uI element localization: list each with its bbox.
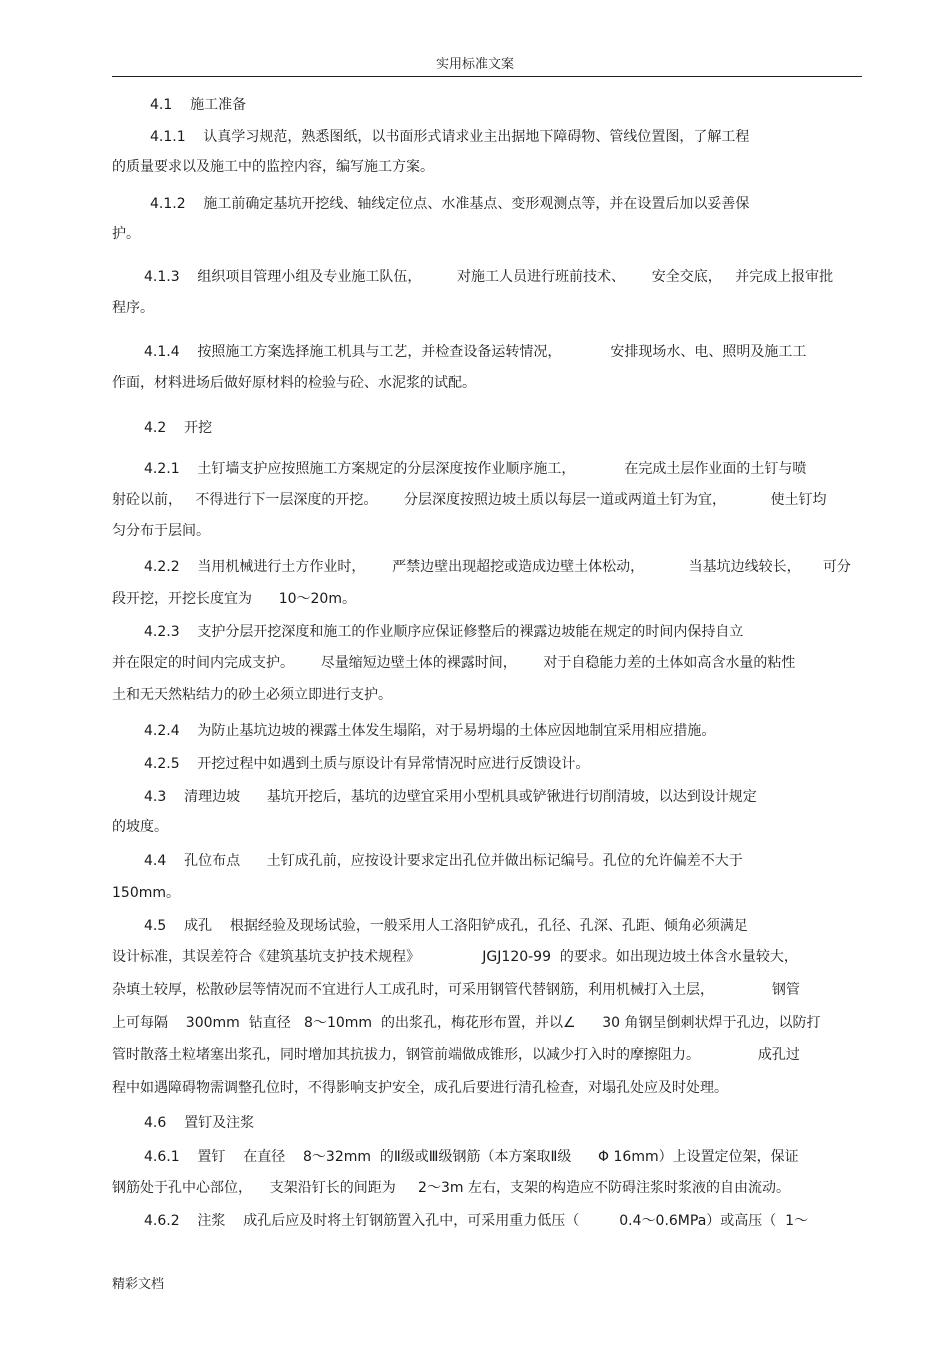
heading-4-6: 4.6 置钉及注浆 [144, 1115, 255, 1131]
header-rule [112, 76, 862, 77]
para-4-2-2-cont: 段开挖，开挖长度宜为 10～20m。 [112, 591, 356, 607]
para-4-6-1-cont: 钢筋处于孔中心部位， 支架沿钉长的间距为 2～3m 左右，支架的构造应不防碍注浆时浆液的自由流动。 [112, 1180, 790, 1196]
para-4-4: 4.4 孔位布点 土钉成孔前，应按设计要求定出孔位并做出标记编号。孔位的允许偏差不大于 [144, 853, 743, 869]
para-4-2-4: 4.2.4 为防止基坑边坡的裸露土体发生塌陷，对于易坍塌的土体应因地制宜采用相应措施。 [144, 723, 716, 739]
para-4-1-1-cont: 的质量要求以及施工中的监控内容，编写施工方案。 [112, 159, 434, 175]
page-footer: 精彩文档 [112, 1277, 165, 1292]
para-4-3: 4.3 清理边坡 基坑开挖后，基坑的边壁宜采用小型机具或铲锹进行切削清坡，以达到设计规定 [144, 789, 757, 805]
para-4-5-cont4: 管时散落土粒堵塞出浆孔，同时增加其抗拔力，钢管前端做成锥形，以减少打入时的摩擦阻力。 成孔过 [112, 1047, 800, 1063]
para-4-6-1: 4.6.1 置钉 在直径 8～32mm 的Ⅱ级或Ⅲ级钢筋（本方案取Ⅱ级 Φ 16mm）上设置定位架，保证 [144, 1149, 799, 1165]
para-4-1-2: 4.1.2 施工前确定基坑开挖线、轴线定位点、水准基点、变形观测点等，并在设置后加以妥善保 [150, 196, 750, 212]
para-4-2-2: 4.2.2 当用机械进行土方作业时， 严禁边壁出现超挖或造成边壁土体松动， 当基坑边线较长， 可分 [144, 559, 851, 575]
para-4-5: 4.5 成孔 根据经验及现场试验，一般采用人工洛阳铲成孔，孔径、孔深、孔距、倾角必须满足 [144, 918, 748, 934]
para-4-1-3-cont: 程序。 [112, 300, 154, 316]
para-4-2-1: 4.2.1 土钉墙支护应按照施工方案规定的分层深度按作业顺序施工， 在完成土层作业面的土钉与喷 [144, 461, 807, 477]
para-4-1-3: 4.1.3 组织项目管理小组及专业施工队伍， 对施工人员进行班前技术、 安全交底， 并完成上报审批 [144, 269, 834, 285]
heading-4-2: 4.2 开挖 [144, 420, 213, 436]
para-4-3-cont: 的坡度。 [112, 819, 168, 835]
para-4-5-cont: 设计标准，其误差符合《建筑基坑支护技术规程》 JGJ120-99 的要求。如出现边坡土体含水量较大， [112, 949, 798, 965]
para-4-2-3-cont2: 土和无天然粘结力的砂土必须立即进行支护。 [112, 687, 392, 703]
heading-4-1: 4.1 施工准备 [150, 97, 247, 113]
para-4-2-5: 4.2.5 开挖过程中如遇到土质与原设计有异常情况时应进行反馈设计。 [144, 756, 590, 772]
para-4-1-4: 4.1.4 按照施工方案选择施工机具与工艺，并检查设备运转情况， 安排现场水、电、照明及施工工 [144, 344, 807, 360]
para-4-2-3: 4.2.3 支护分层开挖深度和施工的作业顺序应保证修整后的裸露边坡能在规定的时间内保持自立 [144, 624, 744, 640]
para-4-1-4-cont: 作面，材料进场后做好原材料的检验与砼、水泥浆的试配。 [112, 375, 476, 391]
para-4-6-2: 4.6.2 注浆 成孔后应及时将土钉钢筋置入孔中，可采用重力低压（ 0.4～0.6MPa）或高压（ 1～ [144, 1213, 809, 1229]
para-4-2-3-cont: 并在限定的时间内完成支护。 尽量缩短边壁土体的裸露时间， 对于自稳能力差的土体如高含水量的粘性 [112, 655, 796, 671]
para-4-5-cont5: 程中如遇障碍物需调整孔位时，不得影响支护安全，成孔后要进行清孔检查，对塌孔处应及时处理。 [112, 1080, 728, 1096]
para-4-5-cont3: 上可每隔 300mm 钻直径 8～10mm 的出浆孔，梅花形布置，并以∠ 30 角钢呈倒刺状焊于孔边，以防打 [112, 1015, 821, 1031]
page-header: 实用标准文案 [435, 57, 514, 72]
para-4-2-1-cont: 射砼以前， 不得进行下一层深度的开挖。 分层深度按照边坡土质以每层一道或两道土钉为宜， 使土钉均 [112, 492, 827, 508]
para-4-4-cont: 150mm。 [112, 885, 180, 901]
para-4-5-cont2: 杂填土较厚，松散砂层等情况而不宜进行人工成孔时，可采用钢管代替钢筋，利用机械打入土层， 钢管 [112, 982, 800, 998]
para-4-1-2-cont: 护。 [112, 226, 140, 242]
para-4-1-1: 4.1.1 认真学习规范，熟悉图纸，以书面形式请求业主出据地下障碍物、管线位置图，了解工程 [150, 129, 750, 145]
para-4-2-1-cont2: 匀分布于层间。 [112, 523, 210, 539]
